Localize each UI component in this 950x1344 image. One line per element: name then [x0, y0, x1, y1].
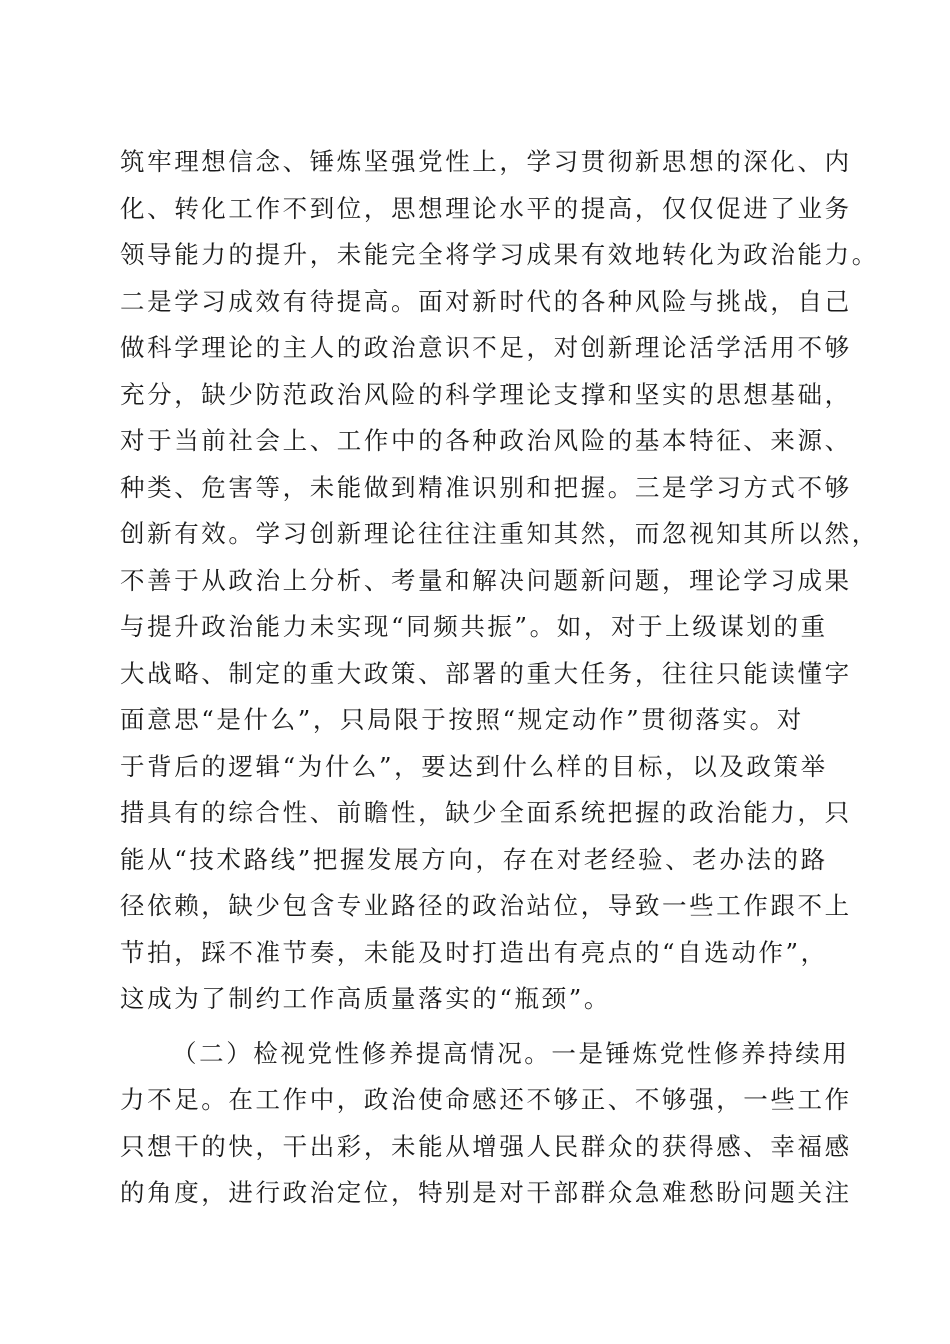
text-line: 化、转化工作不到位，思想理论水平的提高，仅仅促进了业务 — [120, 193, 852, 223]
text-line: 做科学理论的主人的政治意识不足，对创新理论活学活用不够 — [120, 333, 852, 362]
paragraph-1 — [120, 139, 879, 1023]
text-line: 二是学习成效有待提高。面对新时代的各种风险与挑战，自己 — [120, 286, 852, 316]
text-line: 充分，缺少防范政治风险的科学理论支撑和坚实的思想基础， — [120, 379, 852, 409]
text-line: 的角度，进行政治定位，特别是对干部群众急难愁盼问题关注 — [120, 1178, 852, 1207]
text-line: 能从“技术路线”把握发展方向，存在对老经验、老办法的路 — [120, 844, 828, 874]
section-heading-line: （二）检视党性修养提高情况。一是锤炼党性修养持续用 — [172, 1038, 850, 1068]
text-line: 措具有的综合性、前瞻性，缺少全面系统把握的政治能力，只 — [120, 798, 852, 827]
document-body — [120, 139, 879, 1217]
text-line: 创新有效。学习创新理论往往注重知其然，而忽视知其所以然， — [120, 519, 879, 548]
text-line: 对于当前社会上、工作中的各种政治风险的基本特征、来源、 — [120, 426, 852, 455]
text-line: 种类、危害等，未能做到精准识别和把握。三是学习方式不够 — [120, 472, 852, 502]
text-line: 力不足。在工作中，政治使命感还不够正、不够强，一些工作 — [120, 1085, 852, 1114]
paragraph-2 — [120, 1031, 852, 1217]
text-line: 于背后的逻辑“为什么”，要达到什么样的目标，以及政策举 — [120, 751, 828, 781]
paragraph-gap — [120, 1023, 840, 1031]
text-line: 领导能力的提升，未能完全将学习成果有效地转化为政治能力。 — [120, 240, 879, 269]
text-line: 与提升政治能力未实现“同频共振”。如，对于上级谋划的重 — [120, 612, 828, 641]
text-line: 这成为了制约工作高质量落实的“瓶颈”。 — [120, 984, 611, 1013]
text-line: 面意思“是什么”，只局限于按照“规定动作”贯彻落实。对 — [120, 705, 804, 734]
text-line: 节拍，踩不准节奏，未能及时打造出有亮点的“自选动作”， — [120, 937, 828, 967]
text-line: 大战略、制定的重大政策、部署的重大任务，往往只能读懂字 — [120, 658, 852, 688]
text-line: 不善于从政治上分析、考量和解决问题新问题，理论学习成果 — [120, 565, 852, 595]
text-line: 只想干的快，干出彩，未能从增强人民群众的获得感、幸福感 — [120, 1131, 852, 1161]
text-line: 筑牢理想信念、锤炼坚强党性上，学习贯彻新思想的深化、内 — [120, 147, 852, 176]
text-line: 径依赖，缺少包含专业路径的政治站位，导致一些工作跟不上 — [120, 891, 852, 920]
